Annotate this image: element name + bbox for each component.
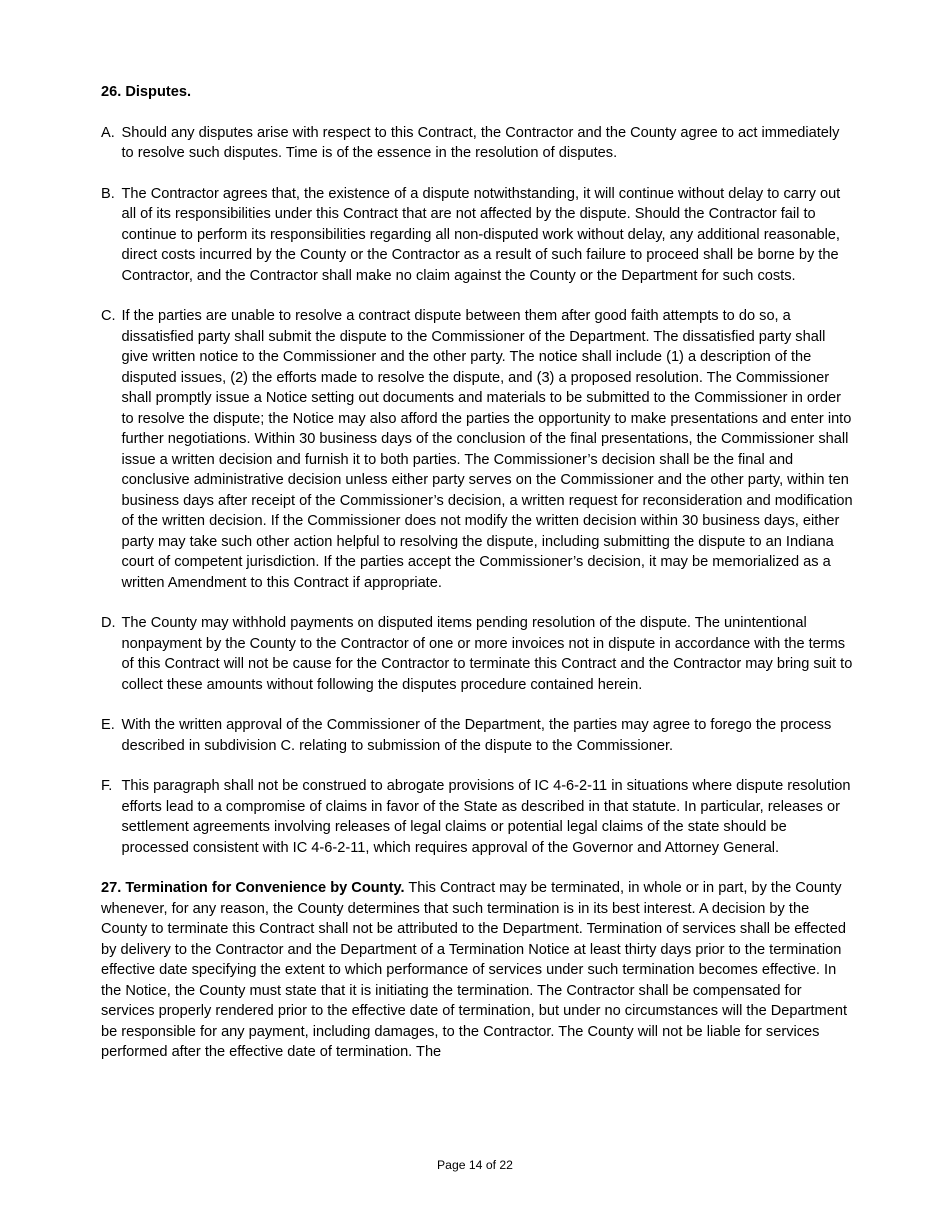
section-26-heading: 26. Disputes. [101,84,192,100]
document-page [101,82,853,1063]
clause-d [101,613,853,695]
clause-letter: F. [101,778,113,794]
section-27-paragraph [101,878,853,1063]
clause-e [101,715,853,756]
clause-letter: E. [101,717,115,733]
clause-text: Should any disputes arise with respect to this Contract, the Contractor and the County agree to act immediately to resolve such disputes. Time is of the essence in the resolution of disputes. [121,124,840,161]
clause-b [101,184,853,287]
clause-c [101,306,853,593]
clause-text: If the parties are unable to resolve a contract dispute between them after good faith attempts to do so, a dissatisfied party shall submit the dispute to the Commissioner of the Department. The dissatisfied party shall give written notice to the Commissioner and the other party. The notice shall include (1) a description of the disputed issues, (2) the efforts made to resolve the dispute, and (3) a proposed resolution. The Commissioner shall promptly issue a Notice setting out documents and materials to be submitted to the Commissioner in order to resolve the dispute; the Notice may also afford the parties the opportunity to make presentations and enter into further negotiations. Within 30 business days of the conclusion of the final presentations, the Commissioner shall issue a written decision and furnish it to both parties. The Commissioner’s decision shall be the final and conclusive administrative decision unless either party serves on the Commissioner and the other party, within ten business days after receipt of the Commissioner’s decision, a written request for reconsideration and modification of the written decision. If the Commissioner does not modify the written decision within 30 business days, either party may take such other action helpful to resolving the dispute, including submitting the dispute to an Indiana court of competent jurisdiction. If the parties accept the Commissioner’s decision, it may be memorialized as a written Amendment to this Contract if appropriate. [121,308,853,591]
clause-text: This paragraph shall not be construed to abrogate provisions of IC 4-6-2-11 in situations where dispute resolution efforts lead to a compromise of claims in favor of the State as described in that statute. In particular, releases or settlement agreements involving releases of legal claims or potential legal claims of the state should be processed consistent with IC 4-6-2-11, which requires approval of the Governor and Attorney General. [121,778,851,856]
clause-letter: D. [101,615,116,631]
clause-letter: A. [101,124,115,141]
clause-a [101,123,853,164]
clause-f [101,776,853,858]
clause-text: With the written approval of the Commissioner of the Department, the parties may agree to forego the process described in subdivision C. relating to submission of the dispute to the Commissioner. [121,717,832,754]
page-number: Page 14 of 22 [437,1158,513,1172]
clause-letter: B. [101,185,115,202]
section-27-heading: 27. Termination for Convenience by County. [101,880,405,896]
clause-text: The Contractor agrees that, the existence of a dispute notwithstanding, it will continue without delay to carry out all of its responsibilities under this Contract that are not affected by the dispute. Should the Contractor fail to continue to perform its responsibilities regarding all non-disputed work without delay, any additional reasonable, direct costs incurred by the County or the Contractor as a result of such failure to proceed shall be borne by the Contractor, and the Contractor shall make no claim against the County or the Department for such costs. [121,185,841,284]
clause-text: The County may withhold payments on disputed items pending resolution of the dispute. The unintentional nonpayment by the County to the Contractor of one or more invoices not in dispute in accordance with the terms of this Contract will not be cause for the Contractor to terminate this Contract and the Contractor may bring suit to collect these amounts without following the disputes procedure contained herein. [121,615,853,693]
clause-letter: C. [101,308,116,324]
section-27-text: This Contract may be terminated, in whole or in part, by the County whenever, for any reason, the County determines that such termination is in its best interest. A decision by the County to terminate this Contract shall not be attributed to the Department. Termination of services shall be effected by delivery to the Contractor and the Department of a Termination Notice at least thirty days prior to the termination effective date specifying the extent to which performance of services under such termination becomes effective. In the Notice, the County must state that it is initiating the termination. The Contractor shall be compensated for services properly rendered prior to the effective date of termination, but under no circumstances will the Department be responsible for any payment, including damages, to the Contractor. The County will not be liable for services performed after the effective date of termination. The [101,880,848,1060]
